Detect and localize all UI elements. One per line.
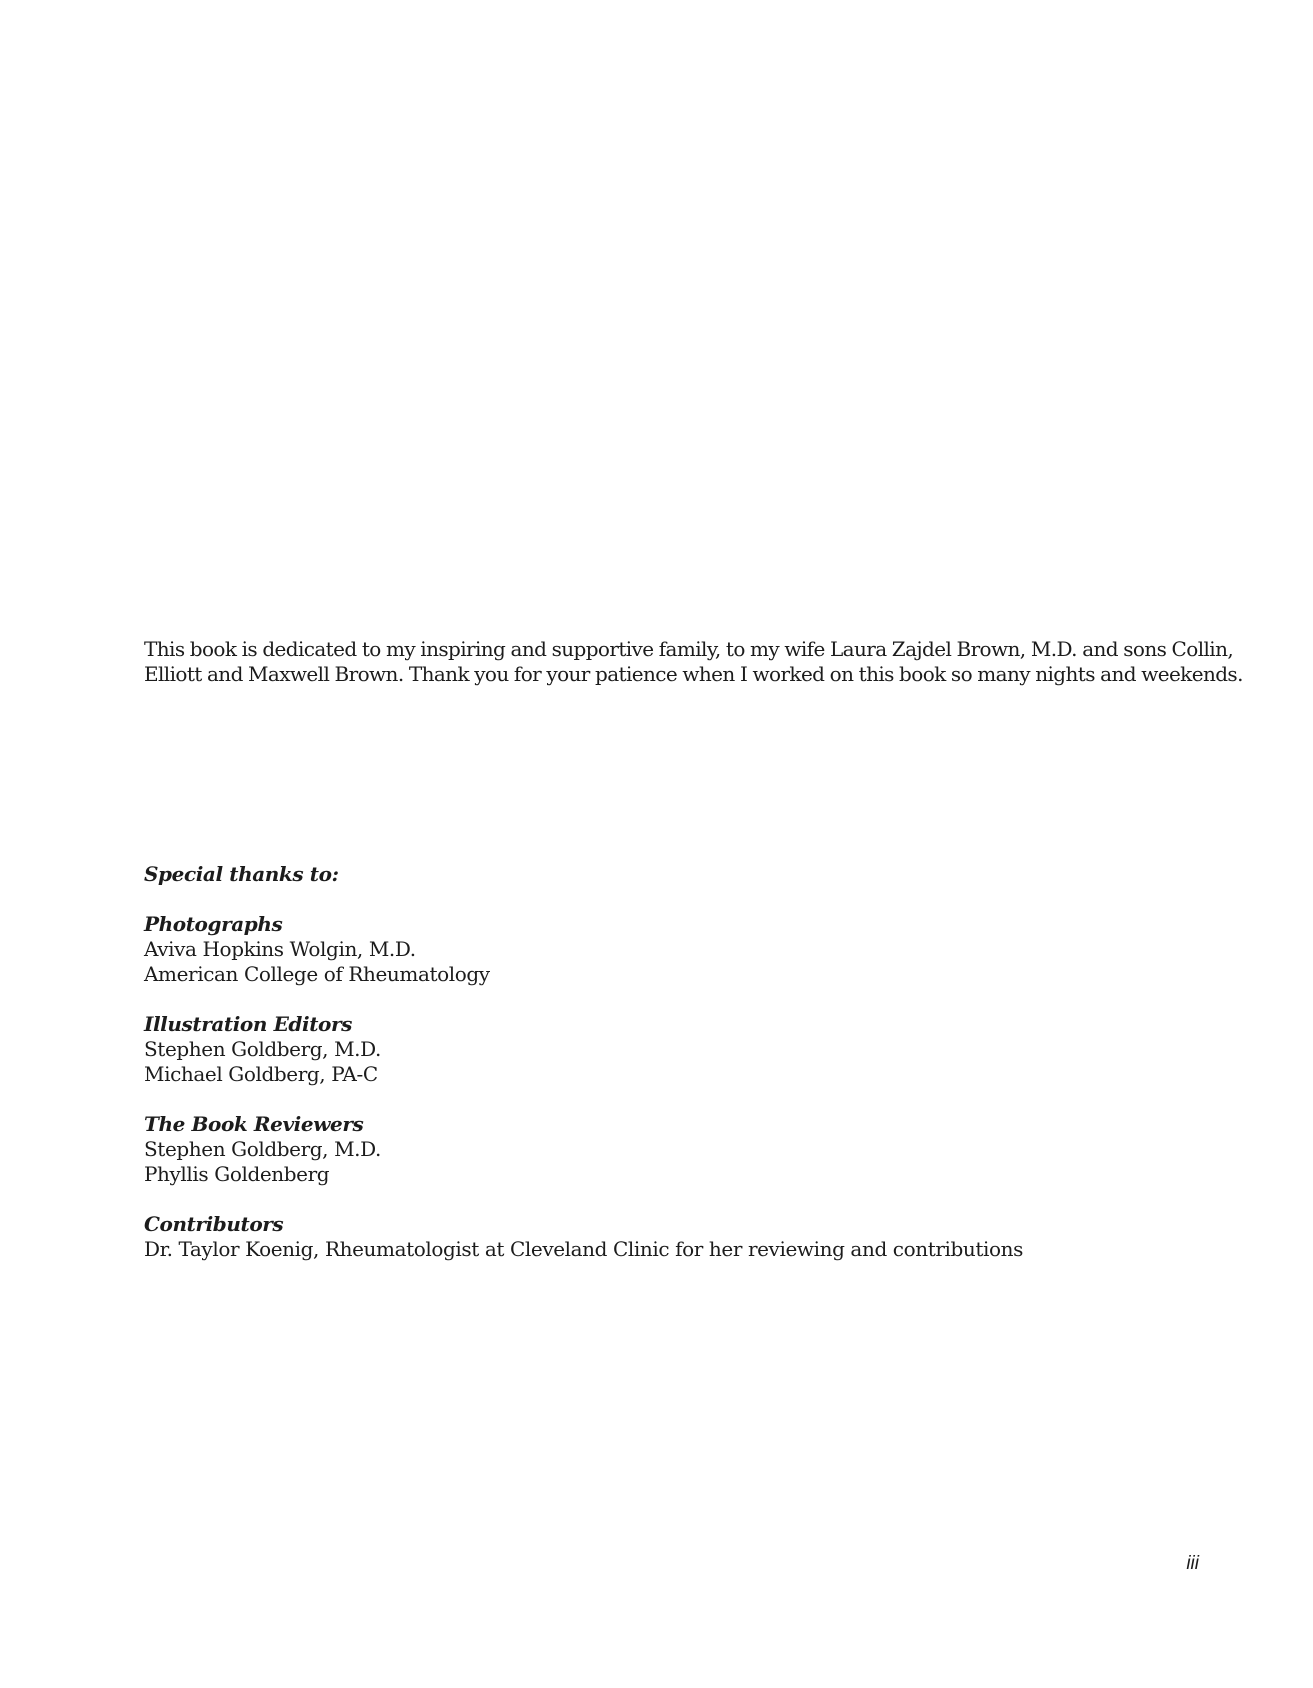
section-heading-illustration-editors: Illustration Editors: [144, 1012, 352, 1036]
section-heading-contributors: Contributors: [144, 1212, 284, 1236]
credit-entry: Dr. Taylor Koenig, Rheumatologist at Cleveland Clinic for her reviewing and contributions: [144, 1237, 1024, 1261]
credit-entry: Phyllis Goldenberg: [144, 1162, 330, 1186]
dedication-paragraph: [144, 637, 1243, 687]
credit-entry: American College of Rheumatology: [144, 962, 490, 986]
dedication-line-2: Elliott and Maxwell Brown. Thank you for your patience when I worked on this book so many nights and weekends.: [144, 662, 1243, 686]
acknowledgements-title: Special thanks to:: [144, 862, 339, 886]
credit-entry: Michael Goldberg, PA-C: [144, 1062, 378, 1086]
section-heading-photographs: Photographs: [144, 912, 283, 936]
credit-entry: Stephen Goldberg, M.D.: [144, 1137, 381, 1161]
credit-entry: Stephen Goldberg, M.D.: [144, 1037, 381, 1061]
dedication-line-1: This book is dedicated to my inspiring and supportive family, to my wife Laura Zajdel Brown, M.D. and sons Collin,: [144, 637, 1234, 661]
section-heading-book-reviewers: The Book Reviewers: [144, 1112, 364, 1136]
acknowledgements: [144, 862, 1184, 1262]
page-number: iii: [1186, 1553, 1199, 1574]
credit-entry: Aviva Hopkins Wolgin, M.D.: [144, 937, 416, 961]
